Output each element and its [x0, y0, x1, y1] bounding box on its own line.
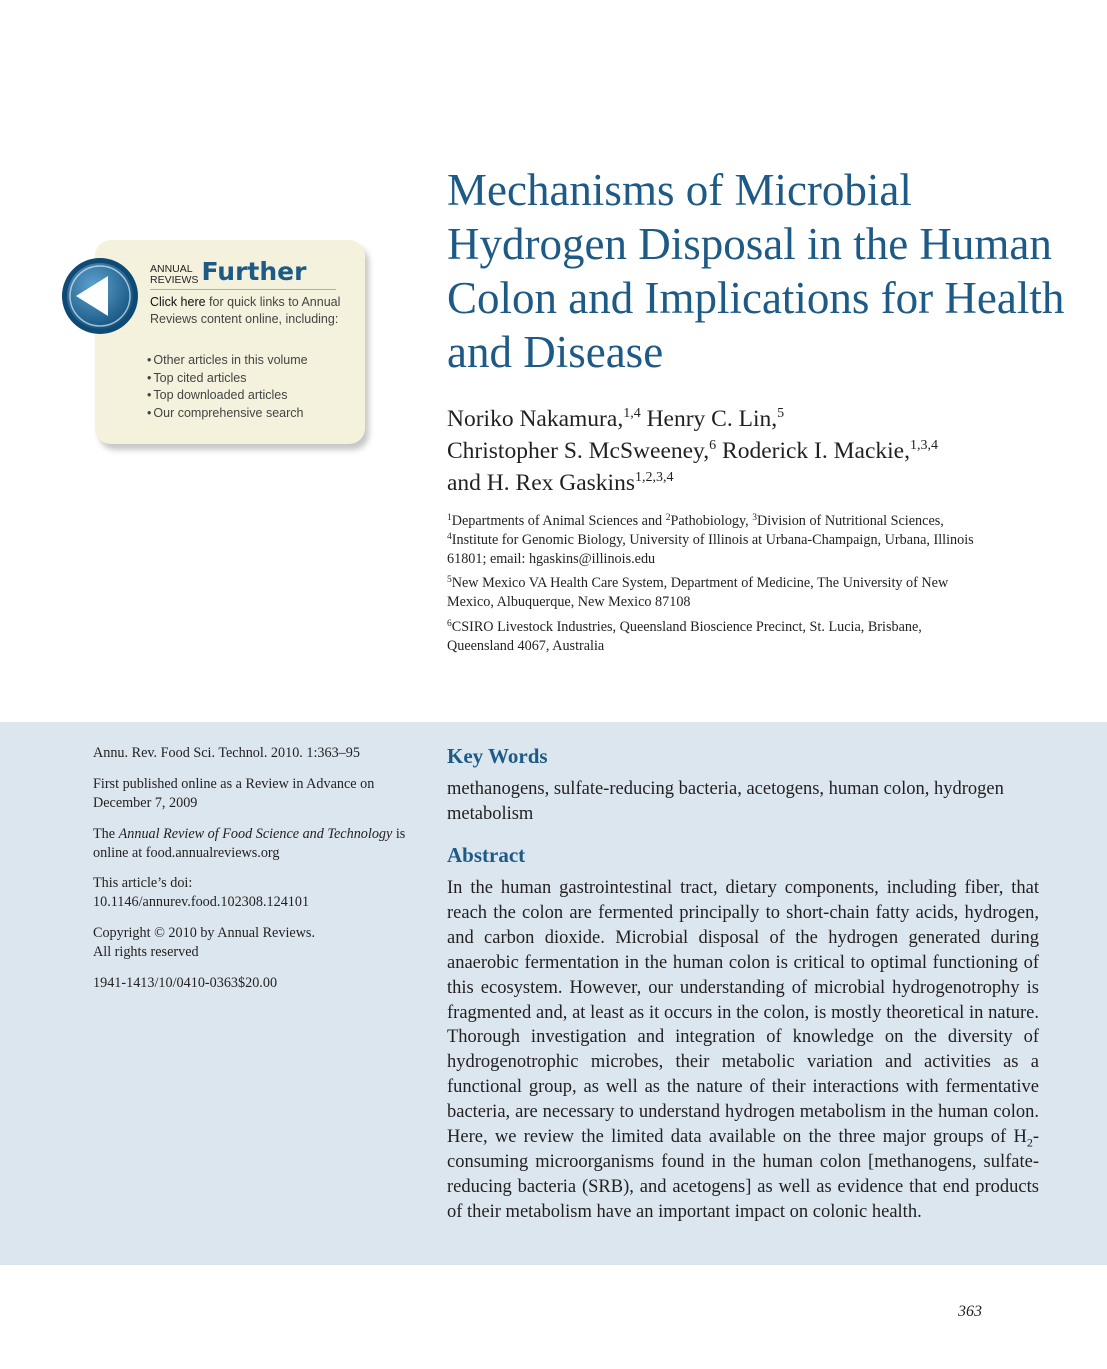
issn: 1941-1413/10/0410-0363$20.00	[93, 975, 278, 991]
further-link-item[interactable]: • Our comprehensive search	[147, 405, 357, 423]
author-name: Christopher S. McSweeney,	[447, 438, 710, 464]
further-link-item[interactable]: • Top cited articles	[147, 370, 357, 388]
author-name: and H. Rex Gaskins	[447, 470, 635, 496]
journal-info: The Annual Review of Food Science and Technology is online at food.annualreviews.org	[93, 826, 406, 861]
abstract-text: In the human gastrointestinal tract, dietary components, including fiber, that reach the colon are fermented principally to short-chain fatty acids, hydrogen, and carbon dioxide. Microbial disposal of the hydrogen generated during anaerobic fermentation in the human colon is critical to optimal functioning of this ecosystem. However, our understanding of microbial hydrogenotrophy is fragmented and, at least as it occurs in the colon, is mostly theoretical in nature. Thorough investigation and integration of knowledge on the diversity of hydrogenotrophic microbes, their metabolic variation and activities as a functional group, as well as the nature of their interactions with fermentative bacteria, are necessary to understand hydrogen metabolism in the human colon. Here, we review the limited data available on the three major groups of $H_2$-consuming microorganisms found in the human colon [methanogens, sulfate-reducing bacteria (SRB), and acetogens] as well as evidence that end products of their metabolism have an important impact on colonic health.	[447, 878, 1039, 1222]
copyright: Copyright © 2010 by Annual Reviews.	[93, 925, 316, 941]
further-description: Click here for quick links to Annual Reviews content online, including:	[150, 295, 341, 326]
further-heading	[150, 258, 336, 290]
abstract-heading: Abstract	[447, 843, 526, 867]
further-word: Further	[201, 257, 307, 286]
affiliation: $^5$New Mexico VA Health Care System, Department of Medicine, The University of New Mexico, Albuquerque, New Mexico 87108	[447, 575, 949, 610]
keywords-heading: Key Words	[447, 744, 548, 768]
doi[interactable]: 10.1146/annurev.food.102308.124101	[93, 894, 310, 910]
further-link-item[interactable]: • Top downloaded articles	[147, 387, 357, 405]
rights: All rights reserved	[93, 944, 199, 960]
click-here-link[interactable]: Click here	[150, 295, 206, 309]
further-links	[147, 352, 357, 422]
author-name: Noriko Nakamura,	[447, 406, 624, 432]
first-published: First published online as a Review in Advance on December 7, 2009	[93, 776, 375, 811]
affiliation: $^6$CSIRO Livestock Industries, Queensland Bioscience Precinct, St. Lucia, Brisbane, Queensland 4067, Australia	[447, 619, 922, 654]
back-arrow-icon[interactable]	[60, 256, 140, 336]
keywords-text: methanogens, sulfate-reducing bacteria, acetogens, human colon, hydrogen metabolism	[447, 779, 1004, 824]
citation: Annu. Rev. Food Sci. Technol. 2010. 1:363–95	[93, 745, 360, 761]
author-name: Henry C. Lin,	[646, 406, 778, 432]
page-number: 363	[958, 1303, 982, 1320]
divider	[150, 289, 336, 290]
annual-reviews-logo: ANNUAL REVIEWS	[150, 263, 199, 286]
affiliation: $^1$Departments of Animal Sciences and $^2$Pathobiology, $^3$Division of Nutritional Sciences, $^4$Institute for Genomic Biology, University of Illinois at Urbana-Champaign, Urbana, Illinois 61801; email: hgaskins@illinois.edu	[447, 513, 974, 567]
author-name: Roderick I. Mackie,	[722, 438, 910, 464]
article-title: Mechanisms of Microbial Hydrogen Disposal in the Human Colon and Implications for Health and Disease	[447, 165, 1065, 377]
author-list: Noriko Nakamura,$^{1,4}$ Henry C. Lin,$^5$ Christopher S. McSweeney,$^6$ Roderick I. Mackie,$^{1,3,4}$ and H. Rex Gaskins$^{1,2,3,4}$	[447, 406, 938, 496]
further-link-item[interactable]: • Other articles in this volume	[147, 352, 357, 370]
doi-label: This article’s doi:	[93, 875, 193, 891]
